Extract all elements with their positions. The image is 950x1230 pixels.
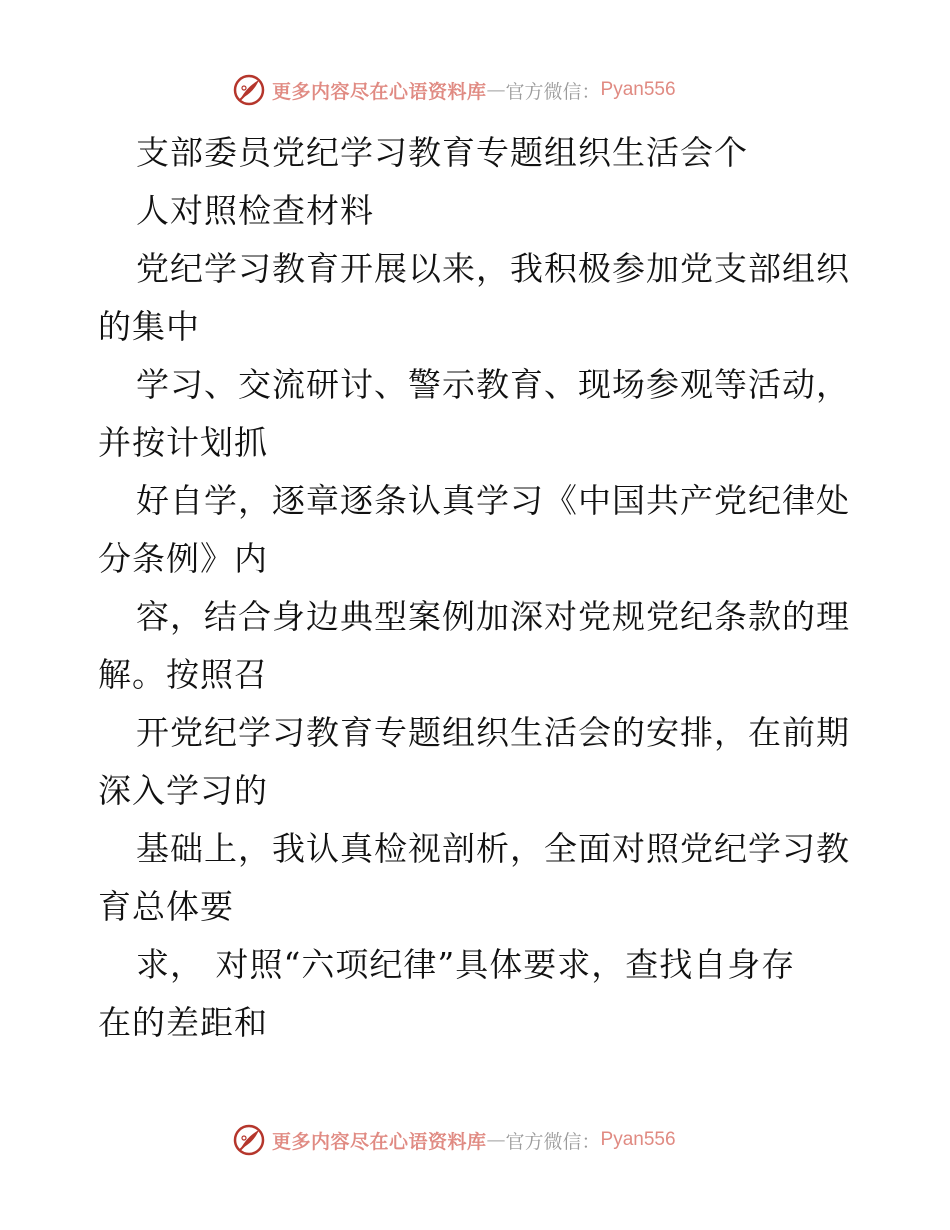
paragraph-line: 分条例》内 xyxy=(98,539,268,578)
banner-site-text: 更多内容尽在心语资料库 xyxy=(272,1130,487,1153)
paragraph-line: 好自学，逐章逐条认真学习《中国共产党纪律处 xyxy=(136,481,850,520)
footer-banner xyxy=(232,1122,712,1158)
paragraph-line: 求， 对照“六项纪律”具体要求，查找自身存 xyxy=(136,945,796,984)
banner-separator: — xyxy=(486,79,506,101)
paragraph-line: 的集中 xyxy=(98,307,200,346)
paragraph-line: 并按计划抓 xyxy=(98,423,268,462)
document-title-line-2: 人对照检查材料 xyxy=(136,191,374,230)
document-body xyxy=(98,124,858,1052)
banner-wechat-id: Pyan556 xyxy=(600,1129,676,1150)
header-banner xyxy=(232,72,712,108)
paragraph-line: 开党纪学习教育专题组织生活会的安排，在前期 xyxy=(136,713,850,752)
paragraph-line: 深入学习的 xyxy=(98,771,268,810)
banner-separator: — xyxy=(486,1129,506,1151)
paragraph-line: 育总体要 xyxy=(98,887,234,926)
paragraph-line: 党纪学习教育开展以来，我积极参加党支部组织 xyxy=(136,249,850,288)
feather-pen-logo-icon xyxy=(232,1123,266,1157)
paragraph-line: 容，结合身边典型案例加深对党规党纪条款的理 xyxy=(136,597,850,636)
paragraph-line: 在的差距和 xyxy=(98,1003,268,1042)
paragraph-line: 学习、交流研讨、警示教育、现场参观等活动， xyxy=(136,365,850,404)
paragraph-line: 基础上，我认真检视剖析，全面对照党纪学习教 xyxy=(136,829,850,868)
banner-wechat-label: 官方微信： xyxy=(505,1130,601,1153)
banner-site-text: 更多内容尽在心语资料库 xyxy=(272,80,487,103)
paragraph-line: 解。按照召 xyxy=(98,655,268,694)
banner-wechat-id: Pyan556 xyxy=(600,79,676,100)
feather-pen-logo-icon xyxy=(232,73,266,107)
document-title-line-1: 支部委员党纪学习教育专题组织生活会个 xyxy=(136,133,748,172)
banner-wechat-label: 官方微信： xyxy=(505,80,601,103)
